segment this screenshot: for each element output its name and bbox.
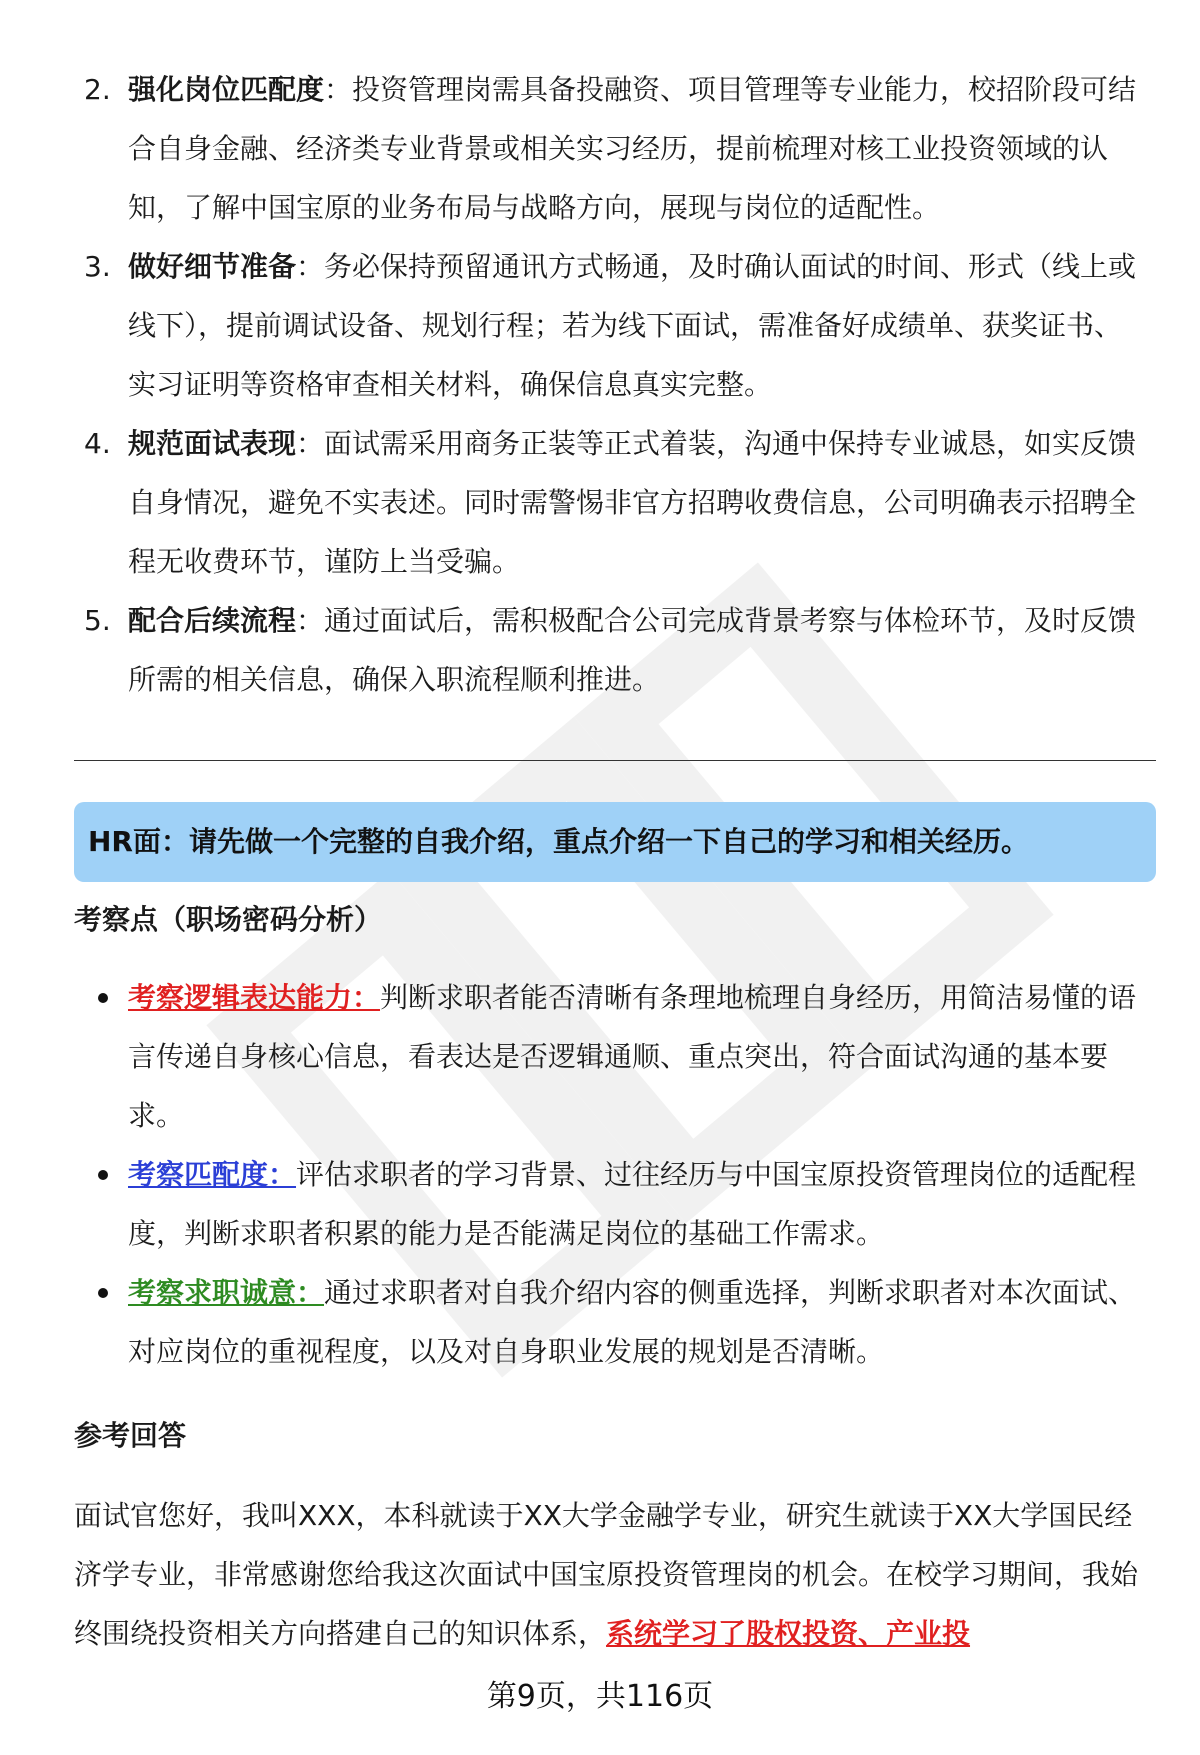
points-list xyxy=(0,968,1200,1381)
item-text: ：通过面试后，需积极配合公司完成背景考察与体检环节，及时反馈所需的相关信息，确保入职流程顺利推进。 xyxy=(128,604,1137,696)
item-text: ：面试需采用商务正装等正式着装，沟通中保持专业诚恳，如实反馈自身情况，避免不实表述。同时需警惕非官方招聘收费信息，公司明确表示招聘全程无收费环节，谨防上当受骗。 xyxy=(128,427,1137,578)
point-text: 判断求职者能否清晰有条理地梳理自身经历，用简洁易懂的语言传递自身核心信息，看表达是否逻辑通顺、重点突出，符合面试沟通的基本要求。 xyxy=(128,981,1137,1132)
bullet-icon xyxy=(98,1288,108,1298)
point-text: 通过求职者对自我介绍内容的侧重选择，判断求职者对本次面试、对应岗位的重视程度，以及对自身职业发展的规划是否清晰。 xyxy=(128,1276,1137,1368)
item-number: 2. xyxy=(84,73,111,106)
bullet-icon xyxy=(98,1170,108,1180)
list-item xyxy=(0,591,1200,709)
item-number: 5. xyxy=(84,604,111,637)
bullet-icon xyxy=(98,993,108,1003)
item-keyword: 配合后续流程 xyxy=(128,604,297,637)
item-text: ：投资管理岗需具备投融资、项目管理等专业能力，校招阶段可结合自身金融、经济类专业背景或相关实习经历，提前梳理对核工业投资领域的认知，了解中国宝原的业务布局与战略方向，展现与岗位的适配性。 xyxy=(128,73,1137,224)
list-item xyxy=(0,60,1200,237)
tips-list xyxy=(0,60,1200,709)
item-keyword: 做好细节准备 xyxy=(128,250,297,283)
answer-text: 面试官您好，我叫XXX，本科就读于XX大学金融学专业，研究生就读于XX大学国民经济学专业，非常感谢您给我这次面试中国宝原投资管理岗的机会。在校学习期间，我始终围绕投资相关方向搭建自己的知识体系， xyxy=(74,1499,1139,1650)
section-heading: 考察点（职场密码分析） xyxy=(74,903,383,936)
item-number: 3. xyxy=(84,250,111,283)
question-banner: HR面：请先做一个完整的自我介绍，重点介绍一下自己的学习和相关经历。 xyxy=(74,802,1156,882)
point-keyword: 考察匹配度： xyxy=(128,1158,297,1191)
list-item xyxy=(0,1145,1200,1263)
list-item xyxy=(0,237,1200,414)
point-text: 评估求职者的学习背景、过往经历与中国宝原投资管理岗位的适配程度，判断求职者积累的能力是否能满足岗位的基础工作需求。 xyxy=(128,1158,1137,1250)
item-keyword: 规范面试表现 xyxy=(128,427,297,460)
answer-heading: 参考回答 xyxy=(74,1419,187,1452)
section-divider xyxy=(74,760,1156,761)
list-item xyxy=(0,1263,1200,1381)
item-keyword: 强化岗位匹配度 xyxy=(128,73,325,106)
point-keyword: 考察求职诚意： xyxy=(128,1276,325,1309)
point-keyword: 考察逻辑表达能力： xyxy=(128,981,381,1014)
answer-highlight: 系统学习了股权投资、产业投 xyxy=(606,1617,971,1650)
list-item xyxy=(0,414,1200,591)
page-footer: 第9页，共116页 xyxy=(486,1679,714,1714)
item-text: ：务必保持预留通讯方式畅通，及时确认面试的时间、形式（线上或线下），提前调试设备、规划行程；若为线下面试，需准备好成绩单、获奖证书、实习证明等资格审查相关材料，确保信息真实完整。 xyxy=(128,250,1137,401)
answer-paragraph xyxy=(74,1486,1154,1663)
list-item xyxy=(0,968,1200,1145)
item-number: 4. xyxy=(84,427,111,460)
